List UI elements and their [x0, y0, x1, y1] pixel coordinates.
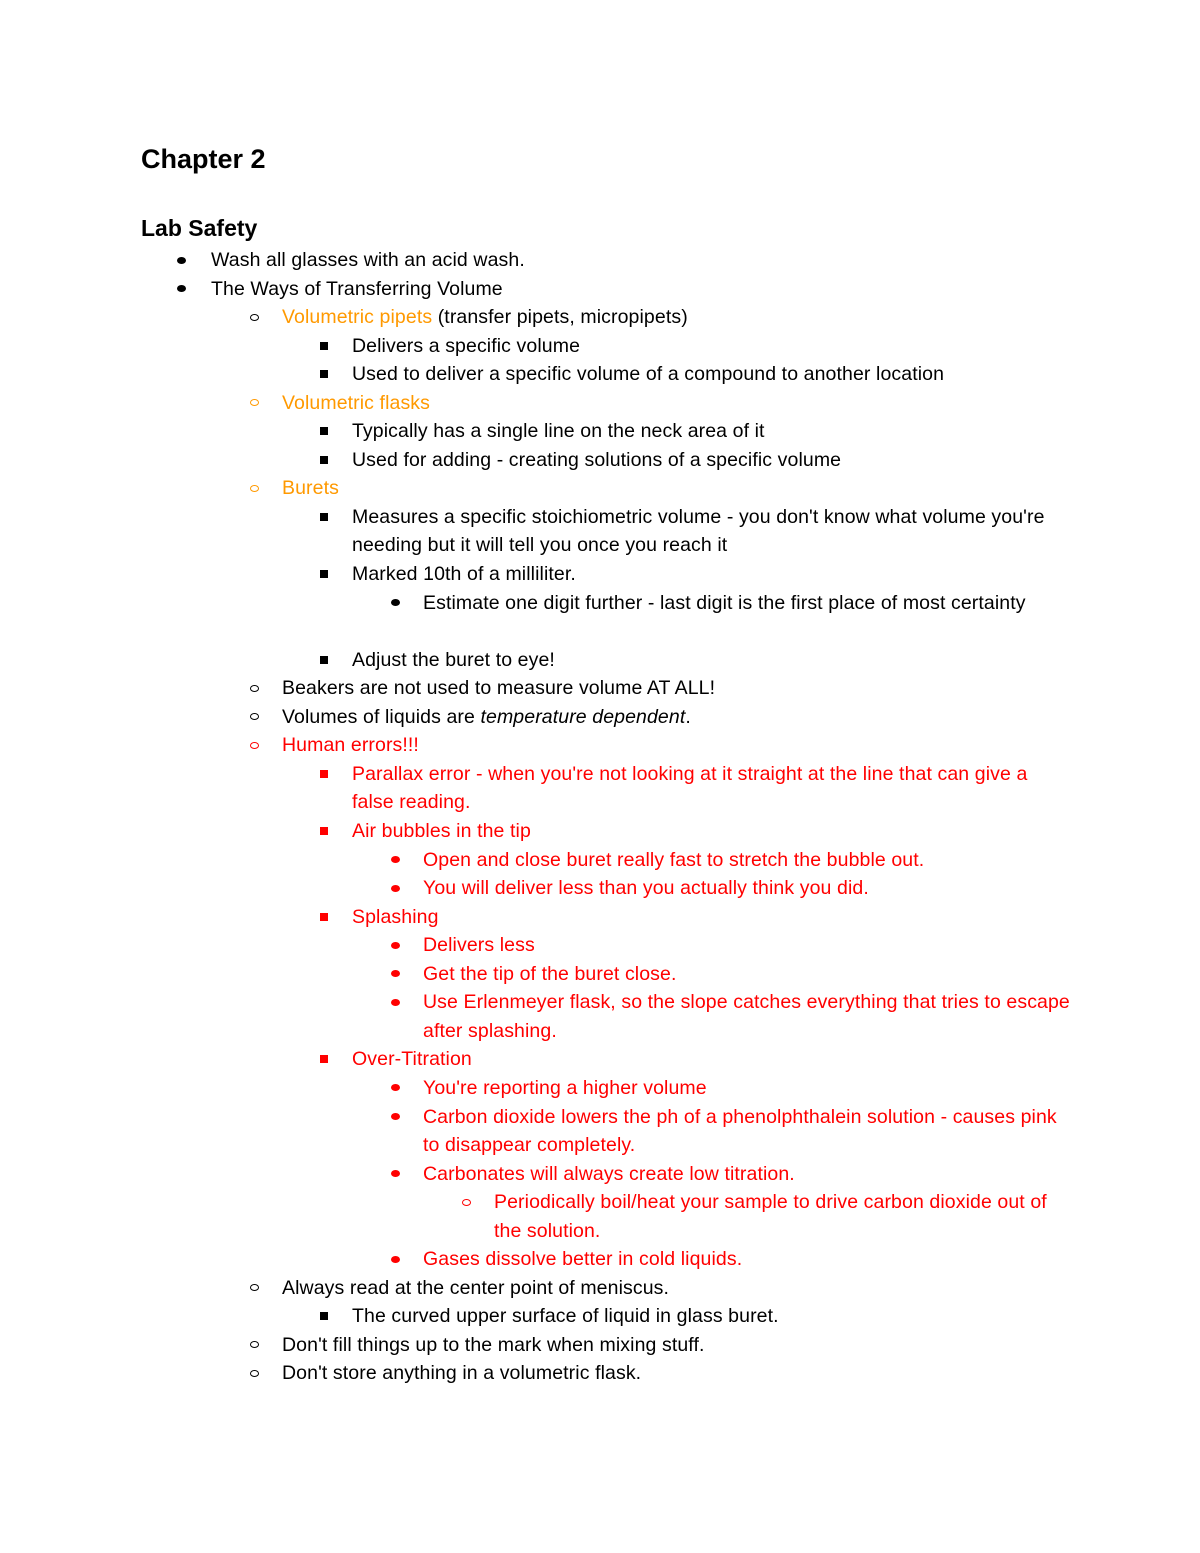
text-run: Delivers a specific volume — [352, 334, 581, 357]
text-run: Volumes of liquids are — [282, 705, 481, 728]
text-run: Don't store anything in a volumetric flask. — [282, 1362, 642, 1385]
text-run: You're reporting a higher volume — [423, 1076, 707, 1099]
text-run: (transfer pipets, micropipets) — [432, 306, 688, 329]
text-run: Carbonates will always create low titration. — [423, 1162, 795, 1185]
bullet-circle-icon — [244, 731, 264, 759]
list-item-text — [282, 731, 1072, 760]
bullet-circle-icon — [244, 1274, 264, 1302]
list-item-text — [282, 703, 1072, 732]
text-run: Delivers less — [423, 934, 535, 957]
text-run: Open and close buret really fast to stretch the bubble out. — [423, 848, 925, 871]
text-run: temperature dependent — [480, 705, 686, 728]
list-item-text — [282, 674, 1072, 703]
text-run: Used for adding - creating solutions of a specific volume — [352, 448, 842, 471]
text-run: Get the tip of the buret close. — [423, 962, 677, 985]
list-item-text — [423, 960, 1073, 989]
bullet-dot-icon — [171, 246, 191, 274]
section-heading: Lab Safety — [141, 215, 258, 241]
list-item-text — [352, 417, 1072, 446]
text-run: You will deliver less than you actually think you did. — [423, 877, 869, 900]
text-run: Always read at the center point of meniscus. — [282, 1276, 670, 1299]
text-run: Gases dissolve better in cold liquids. — [423, 1248, 743, 1271]
bullet-dot-icon — [385, 1103, 405, 1131]
list-item-text — [211, 275, 1071, 304]
text-run: Carbon dioxide lowers the ph of a phenolphthalein solution - causes pink to disappear completely. — [423, 1105, 1057, 1156]
text-run: Beakers are not used to measure volume AT ALL! — [282, 677, 716, 700]
bullet-circle-icon — [244, 474, 264, 502]
text-run: Air bubbles in the tip — [352, 820, 531, 842]
text-run: Wash all glasses with an acid wash. — [211, 249, 525, 271]
bullet-square-icon — [314, 503, 334, 531]
list-item-text — [423, 1103, 1073, 1160]
bullet-dot-icon — [385, 589, 405, 617]
list-item-text — [423, 589, 1073, 618]
bullet-square-icon — [314, 760, 334, 788]
list-item-text — [352, 817, 1072, 846]
bullet-square-icon — [314, 360, 334, 388]
bullet-dot-icon — [385, 874, 405, 902]
text-run: . — [685, 705, 691, 728]
text-run: Human errors!!! — [282, 734, 419, 757]
list-item-text — [352, 903, 1072, 932]
list-item-text — [352, 332, 1072, 361]
bullet-square-icon — [314, 560, 334, 588]
list-item-text — [352, 646, 1072, 675]
bullet-circle-icon — [244, 703, 264, 731]
bullet-square-icon — [314, 1302, 334, 1330]
list-item-text — [352, 1302, 1072, 1331]
list-item-text — [423, 1245, 1073, 1274]
text-run: Don't fill things up to the mark when mixing stuff. — [282, 1333, 705, 1356]
bullet-circle-icon — [456, 1188, 476, 1216]
text-run: Parallax error - when you're not looking at it straight at the line that can give a false reading. — [352, 762, 1028, 814]
list-item-text — [494, 1188, 1074, 1245]
bullet-dot-icon — [385, 846, 405, 874]
bullet-dot-icon — [385, 931, 405, 959]
text-run: Over-Titration — [352, 1048, 472, 1071]
text-run: Burets — [282, 477, 339, 500]
list-item-text — [282, 389, 1072, 418]
bullet-dot-icon — [171, 275, 191, 303]
text-run: Typically has a single line on the neck area of it — [352, 420, 765, 443]
bullet-circle-icon — [244, 674, 264, 702]
bullet-dot-icon — [385, 960, 405, 988]
list-item-text — [423, 988, 1073, 1045]
text-run: Volumetric pipets — [282, 306, 433, 329]
bullet-circle-icon — [244, 303, 264, 331]
text-run: The curved upper surface of liquid in glass buret. — [352, 1305, 779, 1328]
list-item-text — [352, 360, 1072, 389]
list-item-text — [423, 846, 1073, 875]
text-run: Used to deliver a specific volume of a compound to another location — [352, 363, 945, 386]
list-item-text — [282, 303, 1072, 332]
bullet-square-icon — [314, 817, 334, 845]
bullet-square-icon — [314, 1045, 334, 1073]
page-title: Chapter 2 — [141, 144, 266, 174]
list-item-text — [211, 246, 1071, 275]
bullet-dot-icon — [385, 1245, 405, 1273]
text-run: Volumetric flasks — [282, 391, 430, 414]
text-run: Splashing — [352, 905, 439, 928]
text-run: Use Erlenmeyer flask, so the slope catches everything that tries to escape after splashing. — [423, 991, 1070, 1042]
list-item-text — [352, 560, 1072, 589]
bullet-circle-icon — [244, 389, 264, 417]
bullet-dot-icon — [385, 1074, 405, 1102]
bullet-square-icon — [314, 417, 334, 445]
bullet-circle-icon — [244, 1331, 264, 1359]
list-item-text — [282, 1331, 1072, 1360]
list-item-text — [423, 931, 1073, 960]
list-item-text — [352, 446, 1072, 475]
bullet-dot-icon — [385, 1160, 405, 1188]
list-item-text — [352, 503, 1072, 560]
text-run: Measures a specific stoichiometric volume - you don't know what volume you're needing but it will tell you once you reach it — [352, 505, 1045, 557]
list-item-text — [423, 874, 1073, 903]
list-item-text — [352, 760, 1072, 817]
text-run: Marked 10th of a milliliter. — [352, 563, 576, 586]
bullet-circle-icon — [244, 1359, 264, 1387]
text-run: The Ways of Transferring Volume — [211, 277, 503, 300]
list-item-text — [282, 1274, 1072, 1303]
list-item-text — [423, 1074, 1073, 1103]
bullet-dot-icon — [385, 988, 405, 1016]
bullet-square-icon — [314, 446, 334, 474]
text-run: Periodically boil/heat your sample to drive carbon dioxide out of the solution. — [494, 1191, 1047, 1242]
bullet-square-icon — [314, 332, 334, 360]
bullet-square-icon — [314, 646, 334, 674]
list-item-text — [352, 1045, 1072, 1074]
bullet-square-icon — [314, 903, 334, 931]
list-item-text — [423, 1160, 1073, 1189]
text-run: Estimate one digit further - last digit is the first place of most certainty — [423, 591, 1026, 614]
list-item-text — [282, 1359, 1072, 1388]
text-run: Adjust the buret to eye! — [352, 648, 555, 671]
list-item-text — [282, 474, 1072, 503]
